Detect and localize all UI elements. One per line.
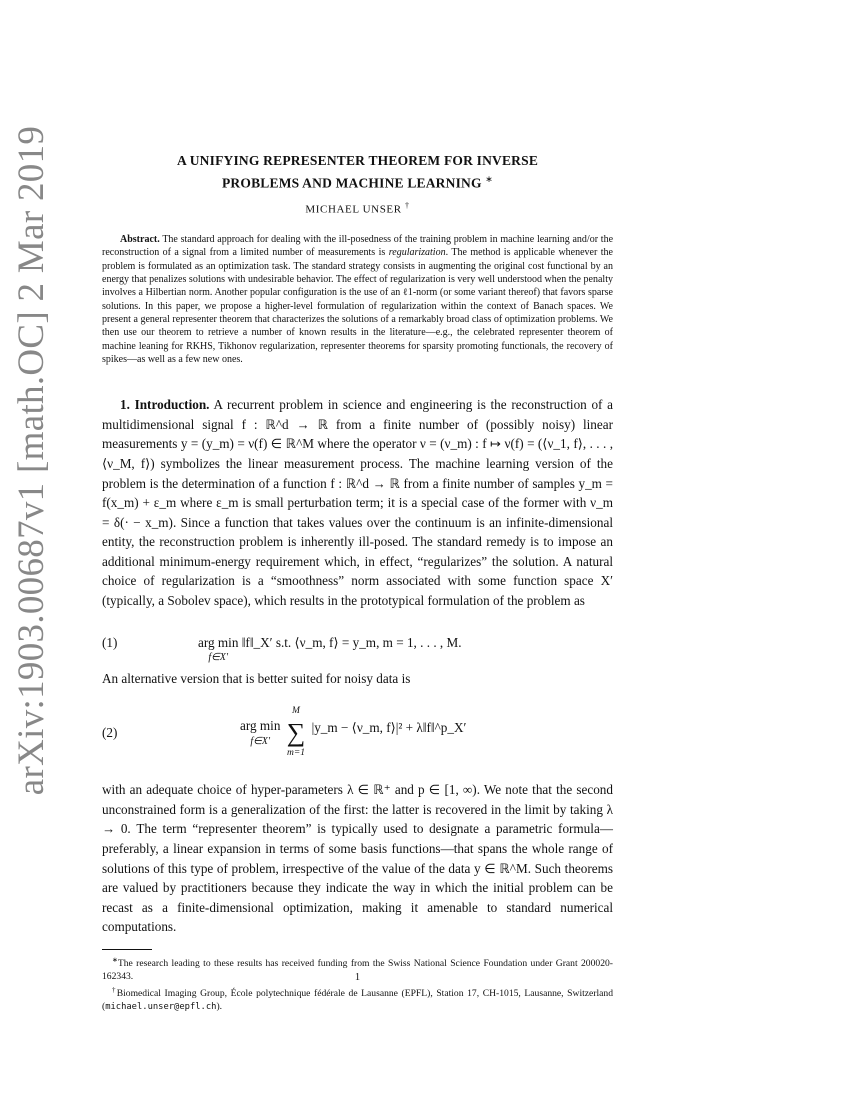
equation-2-number: (2) — [102, 725, 118, 741]
equation-2-sum-lower: m=1 — [286, 747, 305, 758]
equation-2-sum-symbol: ∑ — [286, 717, 306, 747]
equation-2-argmin-label: arg min — [240, 718, 281, 734]
paper-title — [102, 152, 613, 193]
title-line-2-text: PROBLEMS AND MACHINE LEARNING — [221, 175, 482, 191]
footnote-2 — [102, 984, 613, 1014]
equation-1-body: ‖f‖_X′ s.t. ⟨ν_m, f⟩ = y_m, m = 1, . . . , M. — [241, 634, 462, 650]
section-introduction — [102, 395, 613, 937]
abstract — [102, 233, 613, 366]
equation-2-summation — [287, 702, 306, 763]
equation-2-argmin — [240, 716, 280, 751]
title-line-2 — [102, 170, 613, 193]
author-line — [102, 201, 613, 216]
paper-page — [102, 0, 613, 1014]
footnote-2-text: Biomedical Imaging Group, École polytechnique fédérale de Lausanne (EPFL), Station 17, CH-1015, Lausanne, Switzerland ( — [102, 987, 614, 1012]
abstract-text-rest: . The method is applicable whenever the problem is formulated as an optimization task. The standard strategy consists in augmenting the original cost functional by an energy that penalizes solutions with undesirable behavior. The effect of regularization is very well understood when the penalty involves a Hilbertian norm. Another popular configuration is the use of an ℓ1-norm (or some variant thereof) that favors sparse solutions. In this paper, we propose a higher-level formulation of regularization within the context of Banach spaces. We present a general representer theorem that characterizes the solutions of a remarkably broad class of optimization problems. We then use our theorem to retrieve a number of known results in the literature—e.g., the celebrated representer theorem of machine leaning for RKHS, Tikhonov regularization, representer theorems for sparsity promoting functionals, the recovery of spikes—as well as a few new ones. — [102, 247, 613, 365]
equation-1-content — [198, 633, 462, 668]
title-line-1: A UNIFYING REPRESENTER THEOREM FOR INVERSE — [176, 153, 539, 168]
equation-1 — [102, 619, 613, 669]
between-equations-text: An alternative version that is better suited for noisy data is — [102, 670, 411, 686]
title-footnote-mark: ∗ — [485, 174, 494, 184]
footnote-1-mark: ∗ — [112, 956, 118, 964]
equation-1-number: (1) — [102, 634, 118, 650]
abstract-italic-term: regularization — [388, 247, 446, 259]
author-footnote-mark: † — [405, 200, 410, 210]
abstract-label: Abstract. — [120, 234, 160, 246]
footnote-2-email[interactable]: michael.unser@epfl.ch — [105, 1001, 217, 1012]
equation-1-argmin-label: arg min — [198, 634, 239, 650]
abstract-text-start: The standard approach for dealing with the ill-posedness of the training problem in machine learning and/or the reconstruction of a signal from a limited number of measurements is — [102, 234, 614, 259]
equation-2-body: |y_m − ⟨ν_m, f⟩|² + λ‖f‖^p_X′ — [311, 720, 467, 736]
equation-1-argmin — [198, 633, 238, 668]
equation-2-sum-upper: M — [292, 706, 300, 717]
arxiv-identifier-stamp — [10, 125, 54, 795]
author-name: MICHAEL UNSER — [305, 203, 402, 216]
intro-paragraph-1-text: A recurrent problem in science and engineering is the reconstruction of a multidimensional signal f : ℝ^d → ℝ from a finite number of (possibly noisy) linear measurements y = (y_m) = ν(f) ∈ ℝ^M where the operator ν = (ν_m) : f ↦ ν(f) = (⟨ν_1, f⟩, . . . , ⟨ν_M, f⟩) symbolizes the linear measurement process. The machine learning version of the problem is the determination of a function f : ℝ^d → ℝ from a finite number of samples y_m = f(x_m) + ε_m where ε_m is small perturbation term; it is a special case of the former with ν_m = δ(· − x_m). Since a function that takes values over the continuum is an infinite-dimensional entity, the reconstruction problem is inherently ill-posed. The standard remedy is to impose an additional minimum-energy requirement which, in effect, “regularizes” the solution. A natural choice of regularization is a “smoothness” norm associated with some function space X′ (typically, a Sobolev space), which results in the prototypical formulation of the problem as — [102, 397, 614, 609]
footnote-2-mark: † — [112, 985, 117, 994]
equation-2-argmin-sub: f∈X′ — [250, 735, 271, 747]
equation-2-content — [240, 702, 466, 763]
section-heading: 1. Introduction. — [120, 397, 210, 413]
footnotes — [102, 954, 613, 1014]
footnote-2-end: ). — [216, 1000, 223, 1012]
intro-paragraph-1 — [102, 395, 613, 611]
arxiv-identifier-text: arXiv:1903.00687v1 [math.OC] 2 Mar 2019 — [11, 125, 53, 795]
intro-paragraph-2: with an adequate choice of hyper-parameters λ ∈ ℝ⁺ and p ∈ [1, ∞). We note that the second unconstrained form is a generalization of the first: the latter is recovered in the limit by taking λ → 0. The term “representer theorem” is typically used to designate a parametric formula—preferably, a linear expansion in terms of some basis functions—that spans the whole range of solutions of this type of problem, irrespective of the value of the data y ∈ ℝ^M. Such theorems are valued by practitioners because they indicate the way in which the initial problem can be recast as a finite-dimensional optimization, making it amenable to standard numerical computations. — [102, 782, 613, 935]
footnote-divider — [102, 949, 152, 950]
footnote-1-text: The research leading to these results has received funding from the Swiss National Science Foundation under Grant 200020-162343. — [102, 958, 613, 982]
equation-1-argmin-sub: f∈X′ — [208, 652, 229, 664]
page-number: 1 — [354, 972, 361, 983]
equation-2 — [102, 694, 613, 780]
